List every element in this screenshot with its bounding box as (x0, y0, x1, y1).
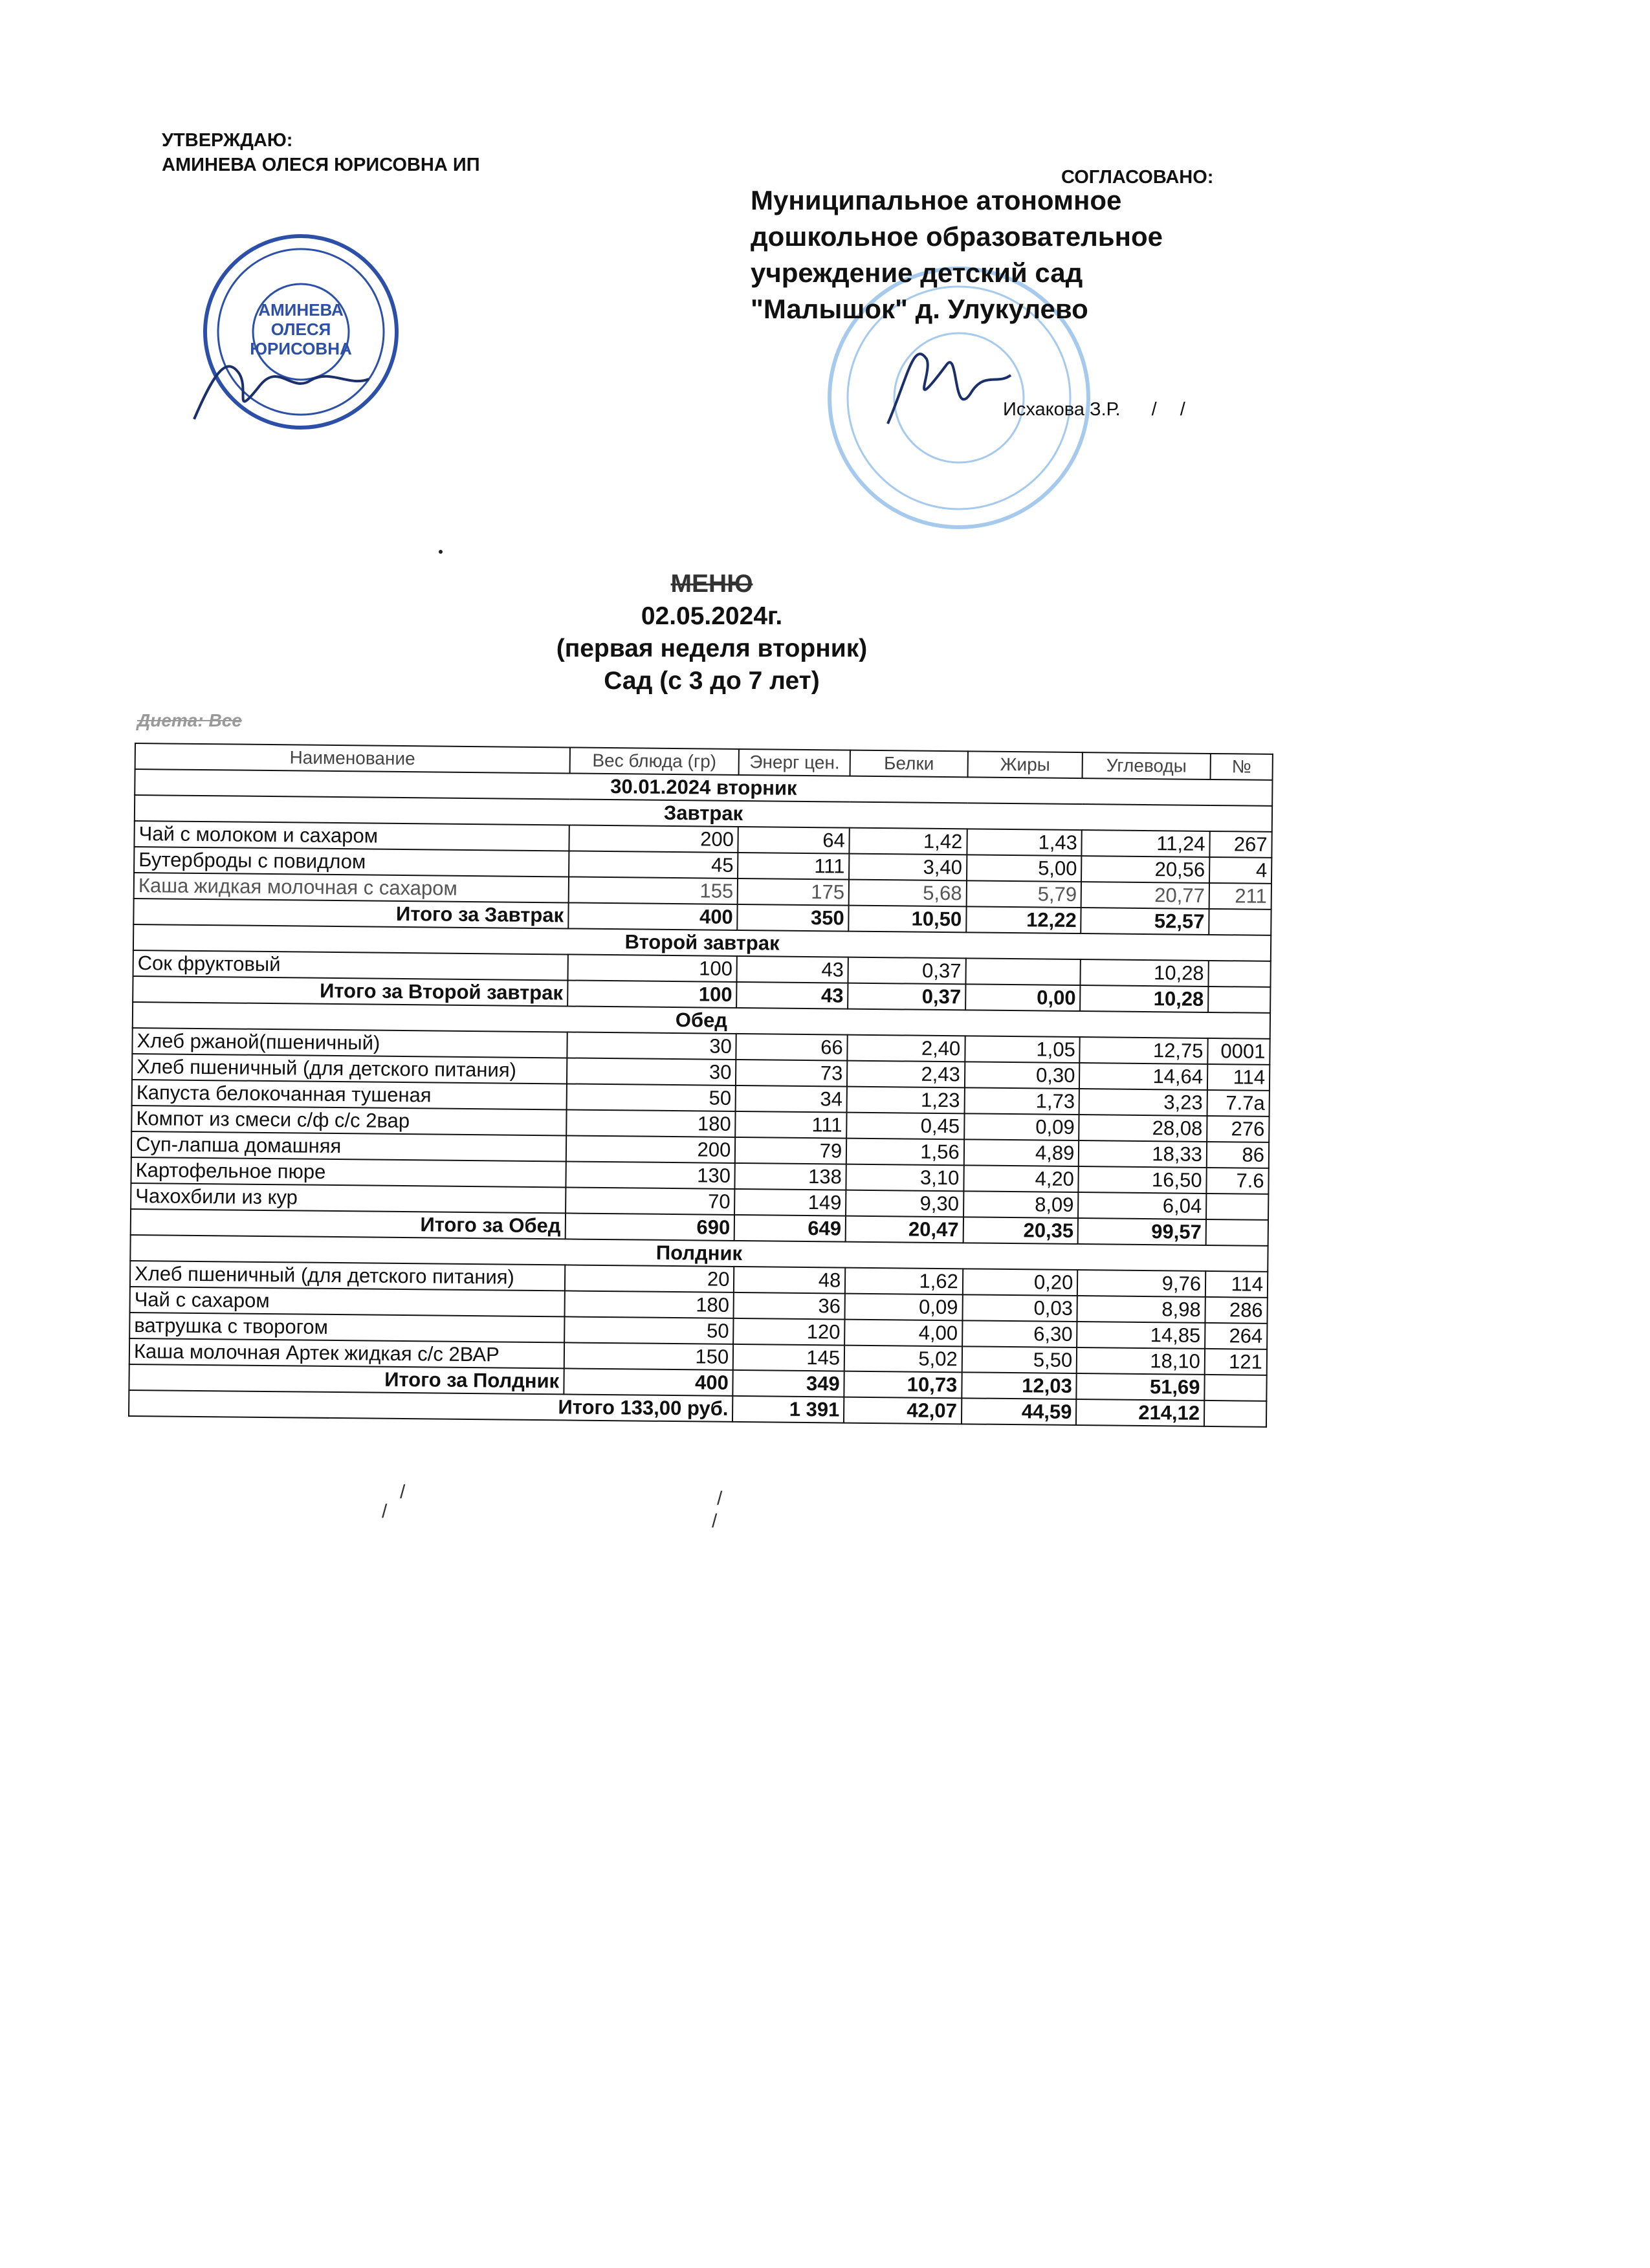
cell-fats: 5,50 (962, 1346, 1077, 1373)
cell-number: 86 (1207, 1142, 1269, 1168)
cell-carbs: 14,85 (1077, 1322, 1205, 1349)
cell-energy: 66 (736, 1034, 848, 1061)
cell-name: Хлеб пшеничный (для детского питания) (130, 1261, 565, 1291)
cell-carbs: 16,50 (1079, 1166, 1207, 1194)
cell-proteins: 0,45 (846, 1113, 964, 1140)
header-weight: Вес блюда (гр) (569, 747, 739, 775)
cell-fats: 0,03 (962, 1294, 1077, 1322)
cell-name: Компот из смеси с/ф с/с 2вар (131, 1106, 566, 1135)
cell-fats: 44,59 (962, 1398, 1077, 1425)
org-line: "Малышок" д. Улукулево (751, 294, 1088, 324)
footer-slash: / (717, 1488, 723, 1509)
org-line: учреждение детский сад (751, 257, 1083, 288)
cell-number: 114 (1205, 1271, 1268, 1298)
cell-fats: 0,00 (965, 984, 1081, 1011)
cell-carbs: 20,56 (1081, 856, 1209, 883)
cell-name: Каша жидкая молочная с сахаром (134, 873, 569, 902)
header-fats: Жиры (967, 751, 1083, 778)
diet-label: Диета: Все (137, 710, 242, 730)
cell-fats: 1,05 (965, 1036, 1080, 1063)
cell-energy: 43 (737, 956, 848, 983)
cell-proteins: 2,43 (847, 1061, 965, 1088)
cell-name: Каша молочная Артек жидкая с/с 2ВАР (129, 1338, 564, 1368)
cell-weight: 180 (564, 1291, 734, 1318)
cell-carbs: 3,23 (1079, 1089, 1207, 1116)
cell-name: Картофельное пюре (131, 1157, 566, 1187)
cell-number: 114 (1207, 1064, 1270, 1091)
left-stamp (188, 225, 408, 439)
cell-carbs: 12,75 (1080, 1037, 1208, 1064)
speck (439, 550, 443, 554)
cell-weight: 400 (568, 902, 738, 930)
cell-energy: 48 (734, 1267, 845, 1294)
cell-energy: 36 (734, 1292, 845, 1320)
cell-name: Итого за Обед (131, 1209, 566, 1239)
stamp-text-2: ОЛЕСЯ (270, 320, 331, 339)
cell-proteins: 1,62 (845, 1268, 963, 1295)
cell-number: 7.6 (1206, 1168, 1268, 1194)
cell-proteins: 20,47 (846, 1216, 963, 1243)
org-line: дошкольное образовательное (751, 221, 1163, 252)
cell-name: Чай с сахаром (130, 1287, 565, 1316)
section-title: Завтрак (135, 795, 1272, 832)
day-label: 30.01.2024 вторник (135, 769, 1272, 806)
cell-energy: 175 (738, 878, 849, 906)
cell-proteins: 0,37 (848, 957, 966, 985)
menu-title: МЕНЮ (670, 570, 753, 598)
cell-proteins: 42,07 (844, 1397, 962, 1424)
cell-name: Хлеб пшеничный (для детского питания) (132, 1054, 567, 1084)
menu-week: (первая неделя вторник) (556, 635, 868, 662)
cell-weight: 690 (565, 1213, 734, 1241)
cell-energy: 1 391 (732, 1396, 844, 1423)
cell-weight: 130 (566, 1161, 735, 1189)
cell-proteins: 1,56 (846, 1139, 964, 1166)
cell-weight: 20 (565, 1265, 734, 1292)
grand-total-label: Итого 133,00 руб. (129, 1390, 733, 1422)
cell-number: 211 (1209, 883, 1271, 910)
cell-weight: 30 (567, 1032, 736, 1060)
cell-fats: 6,30 (962, 1320, 1077, 1347)
cell-carbs: 214,12 (1076, 1399, 1204, 1426)
cell-carbs: 99,57 (1078, 1218, 1206, 1245)
cell-carbs: 28,08 (1079, 1115, 1207, 1142)
signer-name: Исхакова З.Р. (1003, 399, 1121, 420)
cell-fats: 1,73 (964, 1087, 1079, 1115)
cell-weight: 100 (567, 954, 737, 982)
cell-number (1208, 961, 1270, 987)
agreed-label: СОГЛАСОВАНО: (1061, 167, 1214, 188)
section-title: Полдник (130, 1235, 1268, 1272)
cell-weight: 45 (569, 851, 738, 878)
cell-energy: 349 (733, 1370, 844, 1397)
cell-weight: 155 (568, 877, 738, 904)
signer-slashes: / / (1151, 399, 1194, 420)
cell-carbs: 51,69 (1077, 1373, 1205, 1401)
header-name: Наименование (135, 743, 570, 773)
approval-name: АМИНЕВА ОЛЕСЯ ЮРИСОВНА ИП (162, 155, 480, 175)
cell-name: Чахохбили из кур (131, 1183, 566, 1213)
cell-carbs: 18,10 (1077, 1347, 1205, 1375)
cell-carbs: 14,64 (1079, 1063, 1207, 1090)
cell-name: Чай с молоком и сахаром (134, 821, 569, 851)
cell-weight: 150 (564, 1342, 733, 1370)
cell-number: 7.7а (1207, 1090, 1270, 1117)
section-title: Обед (133, 1002, 1270, 1039)
cell-carbs: 18,33 (1079, 1140, 1207, 1168)
cell-energy: 649 (734, 1215, 846, 1242)
cell-energy: 64 (738, 827, 850, 854)
cell-number (1206, 1194, 1268, 1220)
cell-proteins: 5,68 (849, 880, 967, 907)
cell-fats: 0,30 (965, 1062, 1080, 1089)
cell-proteins: 9,30 (846, 1190, 963, 1217)
cell-name: Итого за Второй завтрак (133, 976, 567, 1006)
cell-proteins: 3,10 (846, 1164, 964, 1192)
signature-left (194, 366, 369, 419)
cell-carbs: 8,98 (1077, 1296, 1205, 1323)
cell-energy: 149 (734, 1189, 846, 1216)
stamp-text-3: ЮРИСОВНА (250, 339, 352, 358)
organization-name (751, 182, 1281, 327)
cell-number (1208, 987, 1270, 1013)
cell-proteins: 0,09 (845, 1294, 963, 1321)
cell-number (1204, 1401, 1266, 1427)
cell-proteins: 4,00 (844, 1320, 962, 1347)
cell-energy: 73 (736, 1060, 847, 1087)
cell-proteins: 2,40 (848, 1035, 965, 1062)
cell-name: Бутерброды с повидлом (134, 847, 569, 877)
cell-energy: 350 (738, 904, 849, 932)
cell-number: 276 (1207, 1116, 1269, 1142)
header-carbs: Углеводы (1083, 752, 1211, 780)
cell-fats (965, 958, 1081, 985)
cell-weight: 30 (567, 1058, 736, 1085)
header-energy: Энерг цен. (739, 749, 850, 776)
cell-proteins: 5,02 (844, 1346, 962, 1373)
cell-name: Итого за Завтрак (133, 899, 568, 928)
menu-table (128, 743, 1273, 1428)
cell-carbs: 9,76 (1077, 1270, 1205, 1297)
cell-energy: 145 (733, 1344, 844, 1371)
cell-number (1204, 1375, 1266, 1401)
cell-fats: 20,35 (963, 1217, 1078, 1244)
cell-number: 267 (1209, 831, 1271, 858)
cell-fats: 12,03 (962, 1372, 1077, 1399)
cell-energy: 120 (733, 1318, 844, 1346)
menu-date: 02.05.2024г. (641, 602, 783, 630)
cell-fats: 8,09 (963, 1191, 1079, 1218)
cell-carbs: 6,04 (1078, 1192, 1206, 1219)
cell-fats: 0,09 (964, 1113, 1079, 1140)
cell-name: Сок фруктовый (133, 950, 568, 980)
cell-weight: 100 (567, 980, 737, 1008)
cell-weight: 70 (566, 1187, 735, 1215)
cell-fats: 0,20 (963, 1269, 1078, 1296)
cell-carbs: 10,28 (1080, 985, 1208, 1012)
cell-carbs: 52,57 (1081, 908, 1209, 935)
cell-carbs: 20,77 (1081, 882, 1209, 909)
cell-proteins: 10,73 (844, 1371, 962, 1399)
cell-weight: 200 (566, 1135, 735, 1163)
cell-fats: 5,00 (967, 855, 1082, 882)
cell-proteins: 1,23 (847, 1087, 965, 1114)
stamp-text-1: АМИНЕВА (258, 300, 344, 320)
cell-number (1209, 909, 1271, 935)
cell-number: 264 (1205, 1323, 1267, 1349)
footer-slash: / (382, 1501, 388, 1522)
cell-proteins: 0,37 (848, 983, 965, 1010)
cell-proteins: 10,50 (848, 906, 966, 933)
approval-label: УТВЕРЖДАЮ: (162, 130, 293, 151)
cell-name: Суп-лапша домашняя (131, 1131, 566, 1161)
cell-carbs: 10,28 (1081, 959, 1209, 987)
cell-fats: 5,79 (966, 880, 1081, 908)
menu-title-block (0, 568, 1424, 697)
cell-fats: 12,22 (966, 906, 1081, 933)
cell-number: 0001 (1207, 1038, 1270, 1065)
header-number: № (1211, 754, 1273, 780)
signer-block (1003, 399, 1194, 420)
cell-energy: 34 (736, 1085, 847, 1113)
org-line: Муниципальное атономное (751, 185, 1122, 215)
cell-name: ватрушка с творогом (129, 1313, 564, 1342)
cell-weight: 50 (564, 1316, 734, 1344)
cell-energy: 43 (736, 982, 848, 1009)
cell-fats: 4,20 (963, 1165, 1079, 1192)
cell-energy: 111 (738, 853, 849, 880)
cell-number (1206, 1219, 1268, 1246)
cell-energy: 138 (735, 1163, 846, 1190)
cell-weight: 400 (564, 1368, 733, 1396)
cell-number: 286 (1205, 1297, 1267, 1324)
cell-number: 121 (1205, 1349, 1267, 1375)
menu-group: Сад (с 3 до 7 лет) (604, 667, 820, 695)
approval-block (162, 128, 480, 177)
cell-weight: 200 (569, 825, 738, 853)
cell-fats: 1,43 (967, 829, 1082, 856)
section-title: Второй завтрак (133, 924, 1271, 961)
cell-name: Итого за Полдник (129, 1364, 564, 1394)
cell-fats: 4,89 (964, 1139, 1079, 1166)
cell-weight: 180 (566, 1109, 736, 1137)
menu-table-body (129, 769, 1273, 1427)
cell-energy: 111 (736, 1111, 847, 1139)
cell-proteins: 1,42 (850, 828, 967, 855)
cell-proteins: 3,40 (849, 854, 967, 881)
footer-slash: / (712, 1510, 718, 1532)
cell-name: Капуста белокочанная тушеная (132, 1080, 567, 1109)
footer-slash: / (400, 1481, 406, 1503)
cell-energy: 79 (735, 1137, 846, 1164)
cell-weight: 50 (566, 1084, 736, 1111)
cell-number: 4 (1209, 857, 1271, 884)
signature-right (888, 354, 1011, 424)
cell-name: Хлеб ржаной(пшеничный) (132, 1028, 567, 1058)
cell-carbs: 11,24 (1082, 830, 1210, 857)
header-proteins: Белки (850, 750, 968, 778)
